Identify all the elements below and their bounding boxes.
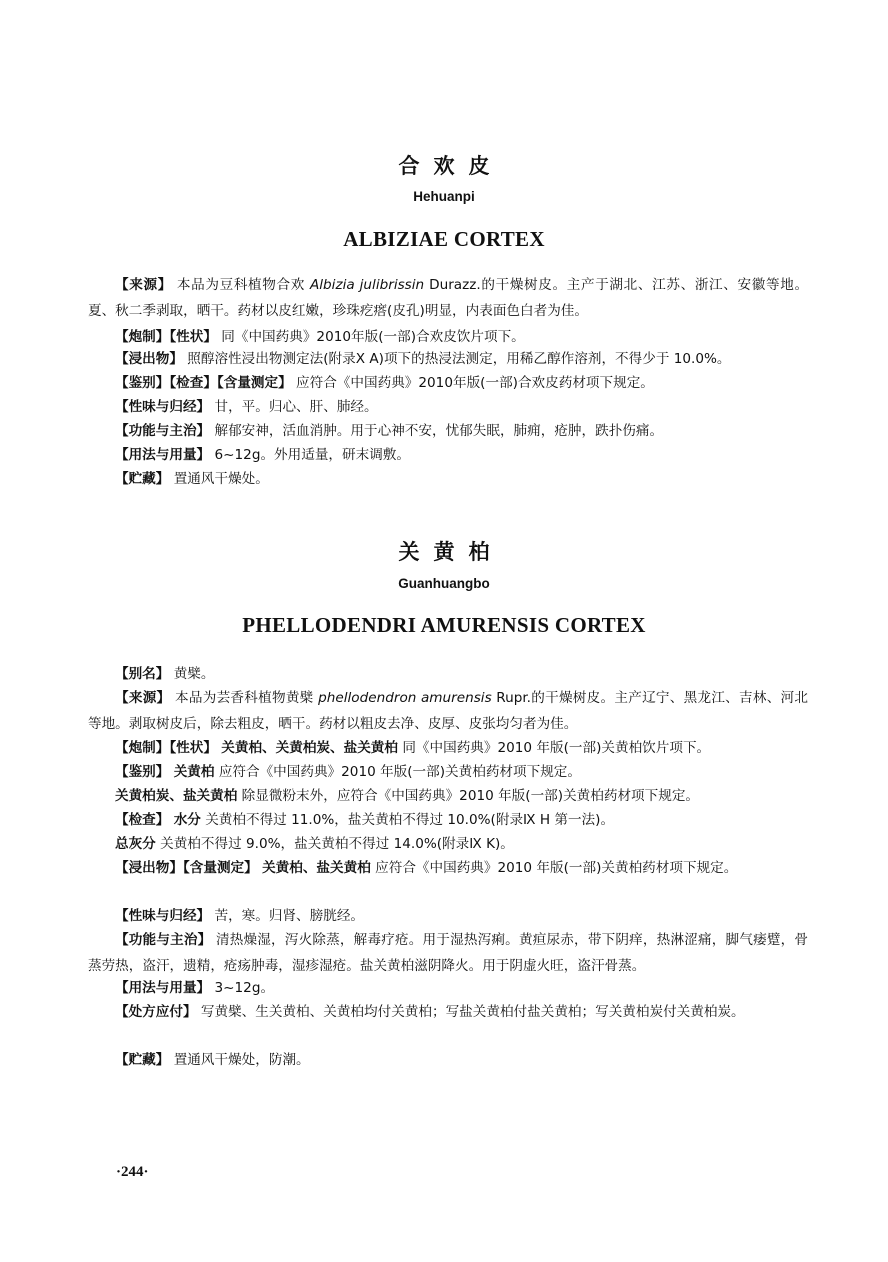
entry-text: 置通风干燥处，防潮。 (173, 1052, 310, 1068)
entry-label: 【贮藏】 (115, 1052, 170, 1068)
monograph-pinyin: Hehuanpi (413, 189, 475, 204)
entry-label: 【检查】 (115, 812, 170, 828)
entry-sublabel: 关黄柏、盐关黄柏 (262, 860, 371, 876)
entry-label: 【功能与主治】 (115, 423, 211, 439)
monograph-title-zh: 合欢皮 (398, 154, 504, 178)
entry-text: 苦，寒。归肾、膀胱经。 (214, 908, 365, 924)
entry-sublabel: 关黄柏 (173, 764, 215, 780)
entry-text: 清热燥湿，泻火除蒸，解毒疗疮。用于湿热泻痢。黄疸尿赤，带下阴痒，热淋涩痛，脚气痿躄，骨蒸劳热，盗汗，遗精，疮疡肿毒，湿疹湿疮。盐关黄柏滋阴降火。用于阴虚火旺，盗汗骨蒸。 (88, 932, 809, 974)
page-number: ·244· (116, 1164, 149, 1180)
entry-nature (88, 394, 808, 420)
entry-label: 【用法与用量】 (115, 980, 211, 996)
entry-source (88, 272, 808, 324)
monograph-pinyin: Guanhuangbo (398, 576, 490, 591)
entry-dosage (88, 442, 808, 468)
entry-label: 【贮藏】 (115, 471, 170, 487)
entry-text: 甘，平。归心、肝、肺经。 (214, 399, 378, 415)
entry-label: 总灰分 (115, 836, 156, 852)
entry-dosage (88, 975, 808, 1001)
entry-text: 同《中国药典》2010 年版(一部)关黄柏饮片项下。 (402, 740, 711, 756)
entry-label: 关黄柏炭、盐关黄柏 (115, 788, 238, 804)
entry-label: 【炮制】【性状】 (115, 740, 217, 756)
entry-text: Rupr.的干燥树皮。主产辽宁、黑龙江、吉林、河北等地。剥取树皮后，除去粗皮，晒干。药材以粗皮去净、皮厚、皮张均匀者为佳。 (88, 690, 809, 732)
entry-sublabel: 关黄柏、关黄柏炭、盐关黄柏 (221, 740, 398, 756)
entry-label: 【用法与用量】 (115, 447, 211, 463)
latin-name: phellodendron amurensis (318, 690, 492, 706)
entry-label: 【浸出物】 (115, 351, 183, 367)
entry-label: 【浸出物】【含量测定】 (115, 860, 258, 876)
entry-function (88, 418, 808, 444)
entry-label: 【来源】 (115, 690, 171, 706)
entry-text: 解郁安神，活血消肿。用于心神不安，忧郁失眠，肺痈，疮肿，跌扑伤痛。 (214, 423, 664, 439)
entry-source (88, 685, 808, 737)
entry-identification (88, 370, 808, 396)
entry-label: 【别名】 (115, 666, 170, 682)
entry-text: 6~12g。外用适量，研末调敷。 (214, 447, 410, 463)
entry-text: 本品为豆科植物合欢 (176, 277, 305, 293)
entry-text: 3~12g。 (214, 980, 275, 996)
entry-prescription (88, 999, 808, 1025)
entry-storage (88, 1047, 808, 1073)
entry-label: 【鉴别】 (115, 764, 170, 780)
entry-extract (88, 855, 808, 881)
entry-label: 【功能与主治】 (115, 932, 212, 948)
entry-text: 关黄柏不得过 9.0%，盐关黄柏不得过 14.0%(附录Ⅸ K)。 (160, 836, 514, 852)
entry-text: 除显微粉末外，应符合《中国药典》2010 年版(一部)关黄柏药材项下规定。 (241, 788, 700, 804)
entry-text: Durazz.的干燥树皮。主产于湖北、江苏、浙江、安徽等地。夏、秋二季剥取，晒干。药材以皮红嫩，珍珠疙瘩(皮孔)明显，内表面色白者为佳。 (88, 277, 809, 319)
entry-label: 【炮制】【性状】 (115, 329, 217, 345)
entry-label: 【来源】 (115, 277, 172, 293)
entry-label: 【性味与归经】 (115, 908, 211, 924)
entry-ash (88, 831, 808, 857)
entry-sublabel: 水分 (173, 812, 201, 828)
entry-label: 【处方应付】 (115, 1004, 197, 1020)
entry-label: 【鉴别】【检查】【含量测定】 (115, 375, 292, 391)
entry-function (88, 927, 808, 979)
entry-alias (88, 661, 808, 687)
entry-storage (88, 466, 808, 492)
monograph-title-zh: 关黄柏 (398, 540, 504, 564)
entry-text: 同《中国药典》2010年版(一部)合欢皮饮片项下。 (221, 329, 525, 345)
monograph-title-latin: ALBIZIAE CORTEX (343, 227, 545, 251)
entry-text: 本品为芸香科植物黄檗 (175, 690, 314, 706)
entry-processing (88, 735, 808, 761)
entry-text: 写黄檗、生关黄柏、关黄柏均付关黄柏；写盐关黄柏付盐关黄柏；写关黄柏炭付关黄柏炭。 (200, 1004, 745, 1020)
entry-extract (88, 346, 808, 372)
entry-inspection (88, 807, 808, 833)
entry-text: 应符合《中国药典》2010年版(一部)合欢皮药材项下规定。 (296, 375, 654, 391)
entry-nature (88, 903, 808, 929)
entry-label: 【性味与归经】 (115, 399, 211, 415)
entry-text: 置通风干燥处。 (173, 471, 269, 487)
entry-text: 关黄柏不得过 11.0%，盐关黄柏不得过 10.0%(附录Ⅸ H 第一法)。 (205, 812, 615, 828)
entry-identification-sub (88, 783, 808, 809)
entry-text: 应符合《中国药典》2010 年版(一部)关黄柏药材项下规定。 (375, 860, 738, 876)
monograph-title-latin: PHELLODENDRI AMURENSIS CORTEX (242, 613, 646, 637)
entry-identification (88, 759, 808, 785)
entry-text: 黄檗。 (173, 666, 215, 682)
entry-text: 应符合《中国药典》2010 年版(一部)关黄柏药材项下规定。 (218, 764, 581, 780)
latin-name: Albizia julibrissin (309, 277, 425, 293)
entry-text: 照醇溶性浸出物测定法(附录Ⅹ A)项下的热浸法测定，用稀乙醇作溶剂，不得少于 10.0%。 (187, 351, 731, 367)
